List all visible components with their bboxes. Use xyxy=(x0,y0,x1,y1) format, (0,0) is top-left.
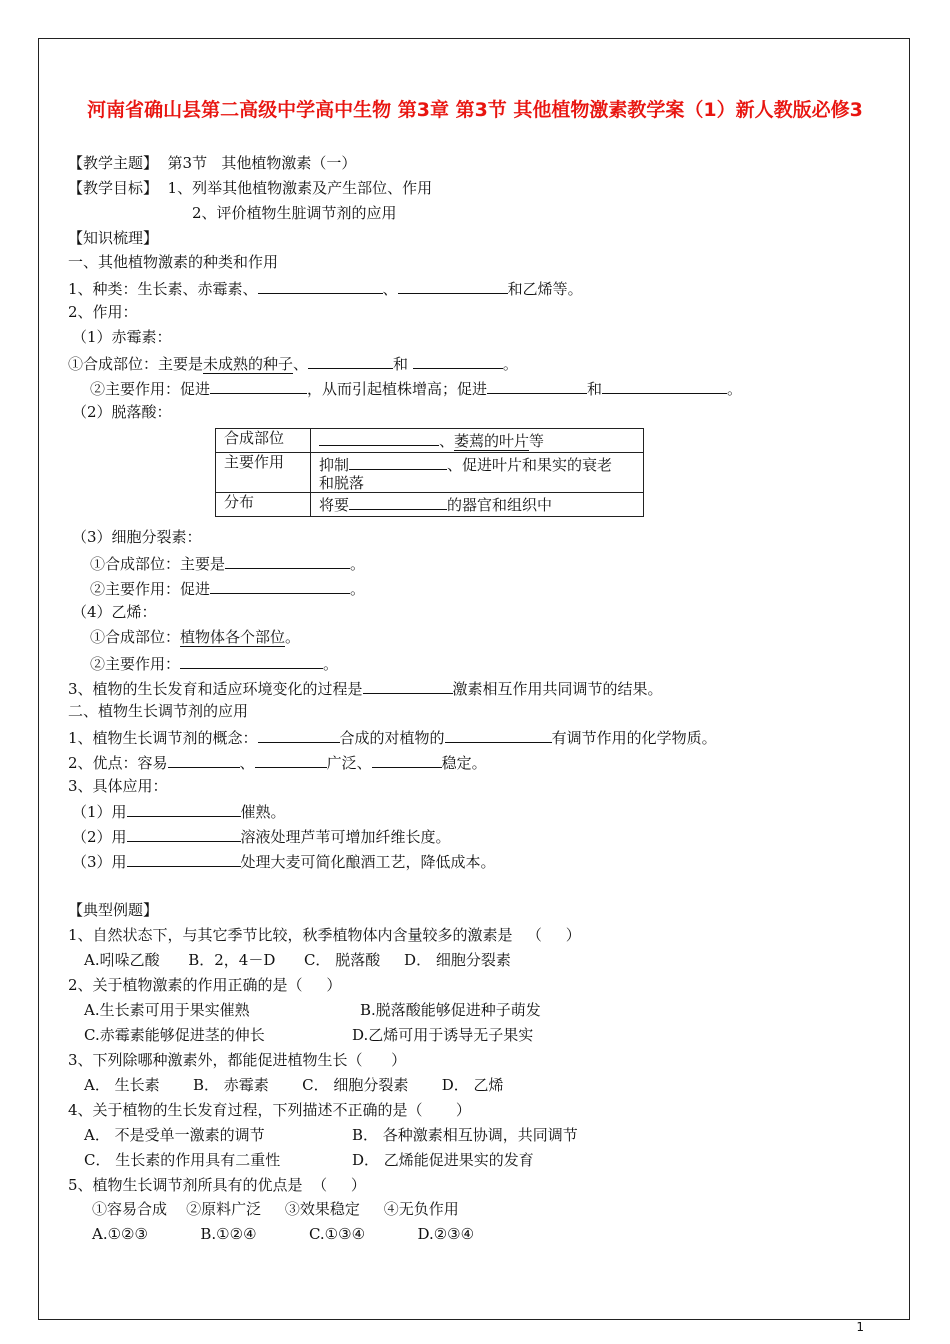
page-number: 1 xyxy=(856,1320,864,1334)
effect-heading: 2、作用： xyxy=(68,303,138,321)
table-label: 分布 xyxy=(216,493,311,517)
application-1: （1）用 催熟。 xyxy=(72,800,286,822)
question-3-options: A． 生长素 B． 赤霉素 C． 细胞分裂素 D． 乙烯 xyxy=(84,1076,504,1094)
gibberellin-heading: （1）赤霉素： xyxy=(72,328,172,346)
table-label: 合成部位 xyxy=(216,429,311,453)
table-row xyxy=(216,453,644,493)
ethylene-heading: （4）乙烯： xyxy=(72,603,157,621)
abscisic-acid-table xyxy=(215,428,644,517)
teaching-goal-1: 【教学目标】 1、列举其他植物激素及产生部位、作用 xyxy=(68,179,433,197)
gibberellin-function: ②主要作用：促进 ，从而引起植株增高；促进 和 。 xyxy=(90,377,742,399)
cytokinin-site: ①合成部位：主要是 。 xyxy=(90,552,365,574)
gibberellin-site: ①合成部位：主要是未成熟的种子、 和 。 xyxy=(68,352,518,374)
question-4: 4、关于植物的生长发育过程，下列描述不正确的是（ ） xyxy=(68,1101,471,1119)
regulator-concept: 1、植物生长调节剂的概念： 合成的对植物的 有调节作用的化学物质。 xyxy=(68,726,717,748)
question-4-option-a: A． 不是受单一激素的调节 xyxy=(84,1126,265,1144)
table-row xyxy=(216,429,644,453)
table-row xyxy=(216,493,644,517)
question-2-option-a: A.生长素可用于果实催熟 xyxy=(84,1001,250,1019)
question-2: 2、关于植物激素的作用正确的是（ ） xyxy=(68,976,342,994)
cytokinin-function: ②主要作用：促进 。 xyxy=(90,577,365,599)
question-2-option-d: D.乙烯可用于诱导无子果实 xyxy=(352,1026,534,1044)
application-3: （3）用 处理大麦可简化酿酒工艺，降低成本。 xyxy=(72,850,496,872)
question-1-options: A.吲哚乙酸 B．2，4－D C． 脱落酸 D． 细胞分裂素 xyxy=(84,951,511,969)
question-3: 3、下列除哪种激素外，都能促进植物生长（ ） xyxy=(68,1051,407,1069)
regulator-advantages: 2、优点：容易 、 广泛、 稳定。 xyxy=(68,751,487,773)
table-cell: 抑制 、促进叶片和果实的衰老 和脱落 xyxy=(311,453,644,493)
question-2-option-c: C.赤霉素能够促进茎的伸长 xyxy=(84,1026,265,1044)
application-2: （2）用 溶液处理芦苇可增加纤维长度。 xyxy=(72,825,451,847)
section-2-heading: 二、植物生长调节剂的应用 xyxy=(68,702,249,720)
knowledge-review-heading: 【知识梳理】 xyxy=(68,229,159,247)
section-1-heading: 一、其他植物激素的种类和作用 xyxy=(68,253,279,271)
summary-line: 3、植物的生长发育和适应环境变化的过程是 激素相互作用共同调节的结果。 xyxy=(68,677,663,699)
cytokinin-heading: （3）细胞分裂素： xyxy=(72,528,202,546)
question-5-options: A.①②③ B.①②④ C.①③④ D.②③④ xyxy=(92,1225,475,1243)
question-4-option-c: C． 生长素的作用具有二重性 xyxy=(84,1151,281,1169)
question-2-option-b: B.脱落酸能够促进种子萌发 xyxy=(360,1001,541,1019)
application-heading: 3、具体应用： xyxy=(68,777,168,795)
table-cell: 、萎蔫的叶片等 xyxy=(311,429,644,453)
question-5: 5、植物生长调节剂所具有的优点是 （ ） xyxy=(68,1176,366,1194)
question-5-items: ①容易合成 ②原料广泛 ③效果稳定 ④无负作用 xyxy=(92,1200,459,1218)
teaching-goal-2: 2、评价植物生脏调节剂的应用 xyxy=(192,204,397,222)
kinds-line: 1、种类：生长素、赤霉素、 、 和乙烯等。 xyxy=(68,277,583,299)
abscisic-acid-heading: （2）脱落酸： xyxy=(72,403,172,421)
table-cell: 将要 的器官和组织中 xyxy=(311,493,644,517)
table-label: 主要作用 xyxy=(216,453,311,493)
question-4-option-d: D． 乙烯能促进果实的发育 xyxy=(352,1151,534,1169)
ethylene-site: ①合成部位：植物体各个部位。 xyxy=(90,628,301,646)
ethylene-function: ②主要作用： 。 xyxy=(90,652,338,674)
teaching-topic: 【教学主题】 第3节 其他植物激素（一） xyxy=(68,154,357,172)
question-4-option-b: B． 各种激素相互协调，共同调节 xyxy=(352,1126,578,1144)
document-title: 河南省确山县第二高级中学高中生物 第3章 第3节 其他植物激素教学案（1）新人教版必修3 xyxy=(87,99,863,121)
question-1: 1、自然状态下，与其它季节比较，秋季植物体内含量较多的激素是 （ ） xyxy=(68,926,581,944)
examples-heading: 【典型例题】 xyxy=(68,901,159,919)
